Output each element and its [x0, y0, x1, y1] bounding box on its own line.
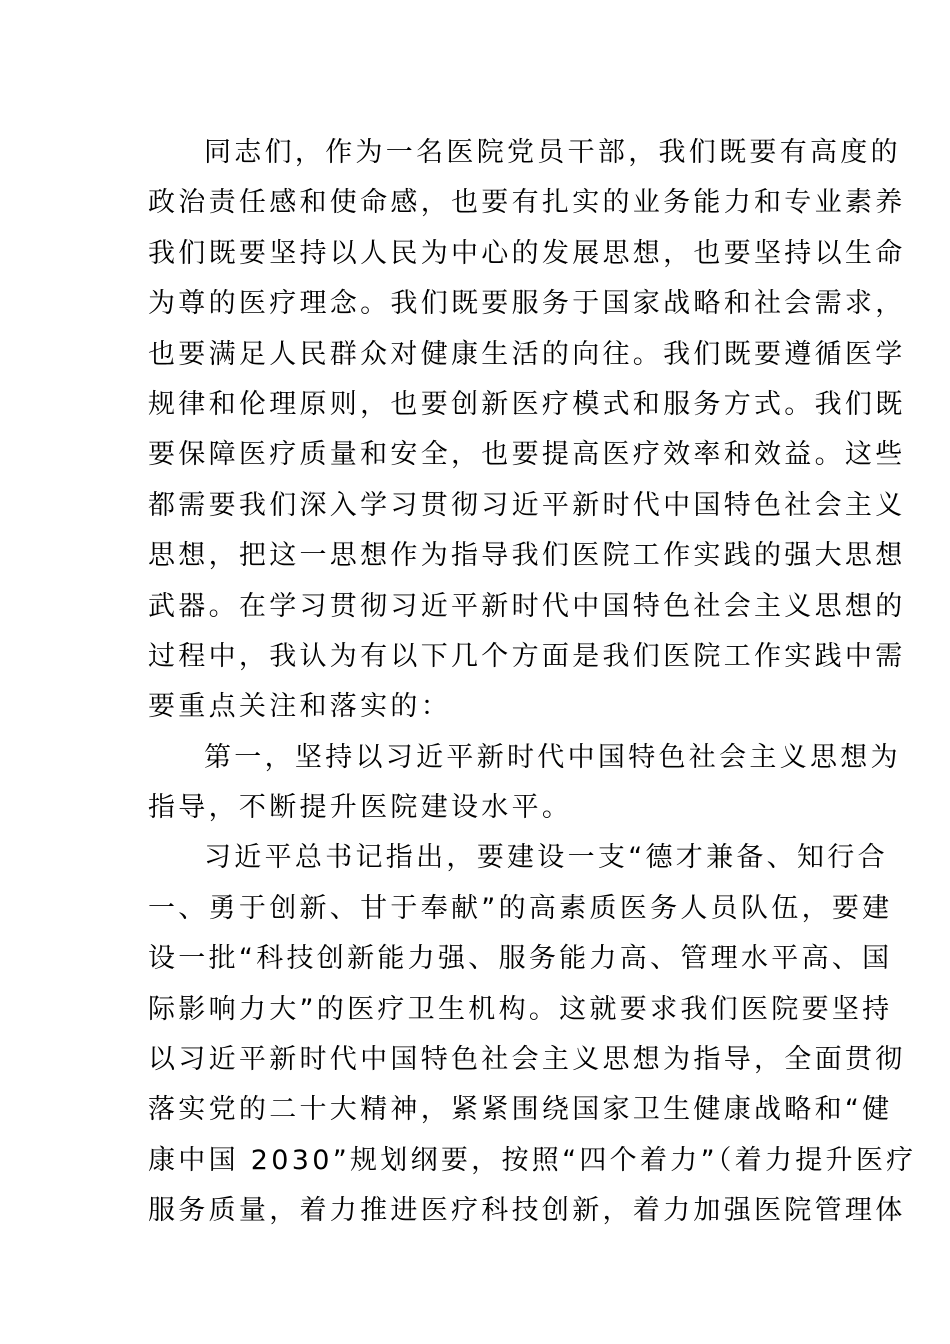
paragraph-1-line-12: 要重点关注和落实的： [148, 691, 451, 723]
paragraph-1-line-8: 都需要我们深入学习贯彻习近平新时代中国特色社会主义 [148, 489, 906, 521]
paragraph-1-line-6: 规律和伦理原则，也要创新医疗模式和服务方式。我们既 [148, 388, 906, 420]
paragraph-3-line-6: 落实党的二十大精神，紧紧围绕国家卫生健康战略和“健 [148, 1094, 893, 1126]
paragraph-2-line-2: 指导，不断提升医院建设水平。 [148, 792, 573, 824]
paragraph-2-line-1: 第一，坚持以习近平新时代中国特色社会主义思想为 [204, 741, 901, 773]
paragraph-1-line-3: 我们既要坚持以人民为中心的发展思想，也要坚持以生命 [148, 237, 906, 269]
paragraph-3-line-5: 以习近平新时代中国特色社会主义思想为指导，全面贯彻 [148, 1044, 906, 1076]
body-text [148, 128, 917, 1237]
paragraph-1-line-2: 政治责任感和使命感，也要有扎实的业务能力和专业素养 [148, 187, 906, 219]
paragraph-1-line-7: 要保障医疗质量和安全，也要提高医疗效率和效益。这些 [148, 439, 906, 471]
paragraph-1-line-9: 思想，把这一思想作为指导我们医院工作实践的强大思想 [148, 540, 906, 572]
paragraph-3-line-8: 服务质量，着力推进医疗科技创新，着力加强医院管理体 [148, 1195, 906, 1227]
paragraph-3-line-7: 康中国 2030”规划纲要，按照“四个着力”（着力提升医疗 [148, 1144, 917, 1176]
paragraph-1-line-1: 同志们，作为一名医院党员干部，我们既要有高度的 [204, 137, 901, 168]
paragraph-1-line-4: 为尊的医疗理念。我们既要服务于国家战略和社会需求， [148, 288, 906, 320]
paragraph-3-line-3: 设一批“科技创新能力强、服务能力高、管理水平高、国 [148, 943, 893, 975]
paragraph-1-line-11: 过程中，我认为有以下几个方面是我们医院工作实践中需 [148, 640, 906, 672]
paragraph-1-line-10: 武器。在学习贯彻习近平新时代中国特色社会主义思想的 [148, 590, 906, 622]
paragraph-3-line-4: 际影响力大”的医疗卫生机构。这就要求我们医院要坚持 [148, 993, 893, 1025]
paragraph-1-line-5: 也要满足人民群众对健康生活的向往。我们既要遵循医学 [148, 338, 906, 370]
paragraph-3-line-2: 一、勇于创新、甘于奉献”的高素质医务人员队伍，要建 [148, 892, 893, 924]
paragraph-3-line-1: 习近平总书记指出，要建设一支“德才兼备、知行合 [204, 842, 888, 874]
